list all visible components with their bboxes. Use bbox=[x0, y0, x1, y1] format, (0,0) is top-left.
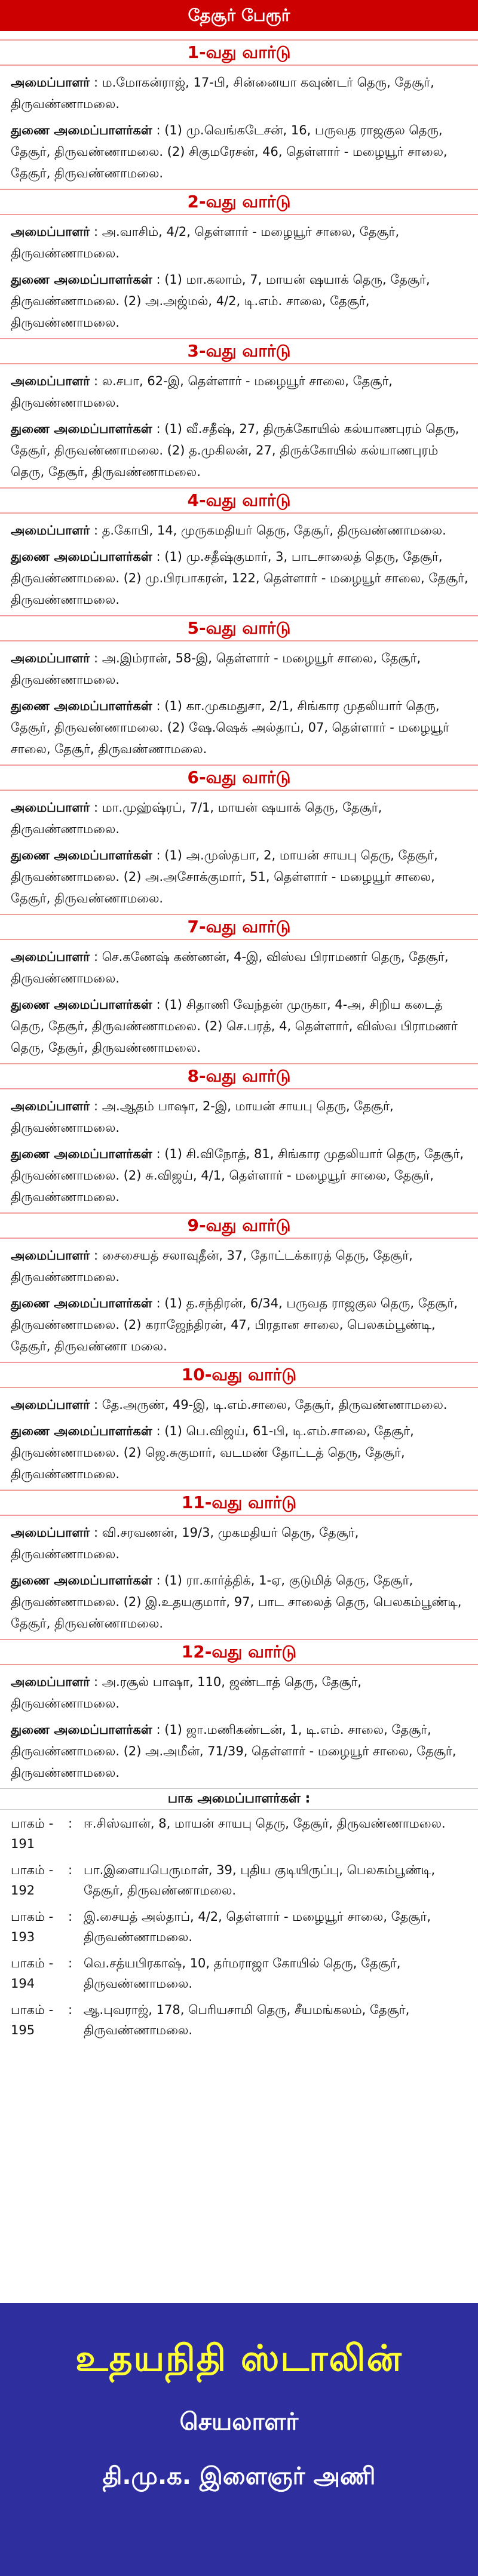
deputy-organizers-label: துணை அமைப்பாளர்கள் bbox=[11, 699, 152, 713]
organizer-entry bbox=[0, 1671, 478, 1714]
deputy-organizers-label: துணை அமைப்பாளர்கள் bbox=[11, 272, 152, 287]
deputy-organizers-details: : (1) பெ.விஜய், 61-பி, டி.எம்.சாலை, தேசூர், திருவண்ணாமலை. (2) ஜெ.சுகுமார், வடமண் தோட்டத் தெரு, தேசூர், திருவண்ணாமலை. bbox=[11, 1424, 414, 1481]
deputy-organizers-label: துணை அமைப்பாளர்கள் bbox=[11, 1296, 152, 1310]
deputy-organizers-details: : (1) த.சந்திரன், 6/34, பருவத ராஜகுல தெரு, தேசூர், திருவண்ணாமலை. (2) கராஜேந்திரன், 47, பிரதான சாலை, பெலகம்பூண்டி, தேசூர், திருவண்ணா மலை. bbox=[11, 1296, 458, 1353]
booth-organizer-details: வெ.சத்யபிரகாஷ், 10, தர்மராஜா கோயில் தெரு, தேசூர், திருவண்ணாமலை. bbox=[84, 1956, 401, 1991]
organizer-label: அமைப்பாளர் bbox=[11, 523, 90, 538]
organizer-label: அமைப்பாளர் bbox=[11, 950, 90, 964]
organizer-label: அமைப்பாளர் bbox=[11, 1675, 90, 1689]
page-title: தேசூர் பேரூர் bbox=[0, 0, 478, 31]
ward-title: 2-வது வார்டு bbox=[0, 189, 478, 215]
deputy-organizers-entry bbox=[0, 1143, 478, 1208]
booth-number: பாகம் - 191 bbox=[11, 1816, 54, 1851]
organizer-details: : அ.வாசிம், 4/2, தெள்ளார் - மழையூர் சாலை, தேசூர், திருவண்ணாமலை. bbox=[11, 225, 400, 260]
organizer-details: : அ.ஆதம் பாஷா, 2-இ, மாயன் சாயபு தெரு, தேசூர், திருவண்ணாமலை. bbox=[11, 1099, 394, 1135]
organizer-entry bbox=[0, 647, 478, 690]
ward-section bbox=[0, 1362, 478, 1485]
ward-title: 8-வது வார்டு bbox=[0, 1063, 478, 1089]
organizer-entry bbox=[0, 797, 478, 840]
organizer-entry bbox=[0, 370, 478, 413]
booth-separator: : bbox=[68, 1909, 73, 1924]
ward-list bbox=[0, 39, 478, 1783]
booth-organizer-details: பா.இளையபெருமாள், 39, புதிய குடியிருப்பு, பெலகம்பூண்டி, தேசூர், திருவண்ணாமலை. bbox=[84, 1863, 436, 1898]
organizer-entry bbox=[0, 1245, 478, 1288]
deputy-organizers-entry bbox=[0, 1292, 478, 1357]
ward-title: 1-வது வார்டு bbox=[0, 39, 478, 66]
organizer-label: அமைப்பாளர் bbox=[11, 1099, 90, 1113]
deputy-organizers-entry bbox=[0, 418, 478, 483]
deputy-organizers-details: : (1) ஜா.மணிகண்டன், 1, டி.எம். சாலை, தேசூர், திருவண்ணாமலை. (2) அ.அமீன், 71/39, தெள்ளார் - மழையூர் சாலை, தேசூர், திருவண்ணாமலை. bbox=[11, 1723, 456, 1780]
organizer-label: அமைப்பாளர் bbox=[11, 1525, 90, 1540]
ward-section bbox=[0, 1212, 478, 1357]
deputy-organizers-details: : (1) மா.கலாம், 7, மாயன் ஷயாக் தெரு, தேசூர், திருவண்ணாமலை. (2) அ.அஜ்மல், 4/2, டி.எம். சாலை, தேசூர், திருவண்ணாமலை. bbox=[11, 272, 430, 330]
booth-row bbox=[0, 1860, 478, 1900]
ward-title: 12-வது வார்டு bbox=[0, 1639, 478, 1665]
ward-section bbox=[0, 487, 478, 610]
signatory-role: செயலாளர் bbox=[179, 2408, 299, 2436]
booth-section-title: பாக அமைப்பாளர்கள் : bbox=[0, 1788, 478, 1810]
deputy-organizers-entry bbox=[0, 845, 478, 909]
booth-number: பாகம் - 192 bbox=[11, 1863, 54, 1898]
signature-footer bbox=[0, 2303, 478, 2576]
ward-section bbox=[0, 1490, 478, 1634]
deputy-organizers-entry bbox=[0, 1420, 478, 1485]
booth-row bbox=[0, 1813, 478, 1854]
signatory-name: உதயநிதி ஸ்டாலின் bbox=[75, 2338, 403, 2380]
organizer-entry bbox=[0, 1394, 478, 1416]
organizer-entry bbox=[0, 946, 478, 989]
deputy-organizers-details: : (1) சி.விநோத், 81, சிங்கார முதலியார் தெரு, தேசூர், திருவண்ணாமலை. (2) சு.விஜய், 4/1, தெள்ளார் - மழையூர் சாலை, தேசூர், திருவண்ணாமலை. bbox=[11, 1147, 464, 1204]
organizer-label: அமைப்பாளர் bbox=[11, 225, 90, 239]
ward-section bbox=[0, 914, 478, 1058]
ward-section bbox=[0, 1063, 478, 1208]
deputy-organizers-entry bbox=[0, 546, 478, 610]
ward-title: 4-வது வார்டு bbox=[0, 487, 478, 514]
deputy-organizers-label: துணை அமைப்பாளர்கள் bbox=[11, 848, 152, 862]
organizer-entry bbox=[0, 72, 478, 115]
booth-row bbox=[0, 1906, 478, 1947]
organizer-details: : தே.அருண், 49-இ, டி.எம்.சாலை, தேசூர், திருவண்ணாமலை. bbox=[90, 1398, 448, 1412]
organizer-label: அமைப்பாளர் bbox=[11, 374, 90, 388]
ward-section bbox=[0, 39, 478, 184]
organizer-label: அமைப்பாளர் bbox=[11, 75, 90, 90]
booth-organizer-details: ஆ.புவராஜ், 178, பெரியசாமி தெரு, சீயமங்கலம், தேசூர், திருவண்ணாமலை. bbox=[84, 2003, 410, 2037]
ward-section bbox=[0, 615, 478, 760]
organizer-details: : மா.முஹ்ஷ்ரப், 7/1, மாயன் ஷயாக் தெரு, தேசூர், திருவண்ணாமலை. bbox=[11, 800, 382, 836]
booth-organizer-details: ஈ.சிஸ்வான், 8, மாயன் சாயபு தெரு, தேசூர், திருவண்ணாமலை. bbox=[84, 1816, 446, 1831]
organizer-entry bbox=[0, 520, 478, 541]
organizer-label: அமைப்பாளர் bbox=[11, 651, 90, 665]
booth-row bbox=[0, 1953, 478, 1994]
organizer-details: : வி.சரவணன், 19/3, முகமதியர் தெரு, தேசூர், திருவண்ணாமலை. bbox=[11, 1525, 359, 1561]
deputy-organizers-label: துணை அமைப்பாளர்கள் bbox=[11, 997, 152, 1012]
deputy-organizers-details: : (1) வீ.சதீஷ், 27, திருக்கோயில் கல்யாணபுரம் தெரு, தேசூர், திருவண்ணாமலை. (2) த.முகிலன், 27, திருக்கோயில் கல்யாணபுரம் தெரு, தேசூர், திருவண்ணாமலை. bbox=[11, 422, 459, 479]
deputy-organizers-details: : (1) அ.முஸ்தபா, 2, மாயன் சாயபு தெரு, தேசூர், திருவண்ணாமலை. (2) அ.அசோக்குமார், 51, தெள்ளார் - மழையூர் சாலை, தேசூர், திருவண்ணாமலை. bbox=[11, 848, 438, 905]
deputy-organizers-label: துணை அமைப்பாளர்கள் bbox=[11, 549, 152, 564]
ward-section bbox=[0, 1639, 478, 1783]
booth-separator: : bbox=[68, 1956, 73, 1970]
organizer-entry bbox=[0, 1095, 478, 1138]
deputy-organizers-details: : (1) சிதாணி வேந்தன் முருகா, 4-அ, சிறிய கடைத் தெரு, தேசூர், திருவண்ணாமலை. (2) செ.பரத், 4, தெள்ளார், விஸ்வ பிராமணர் தெரு, தேசூர், திருவண்ணாமலை. bbox=[11, 997, 458, 1055]
organizer-details: : செ.கணேஷ் கண்ணன், 4-இ, விஸ்வ பிராமணர் தெரு, தேசூர், திருவண்ணாமலை. bbox=[11, 950, 449, 985]
booth-separator: : bbox=[68, 1816, 73, 1831]
deputy-organizers-label: துணை அமைப்பாளர்கள் bbox=[11, 1424, 152, 1438]
deputy-organizers-label: துணை அமைப்பாளர்கள் bbox=[11, 1573, 152, 1588]
organizer-entry bbox=[0, 221, 478, 264]
deputy-organizers-details: : (1) மு.சதீஷ்குமார், 3, பாடசாலைத் தெரு, தேசூர், திருவண்ணாமலை. (2) மு.பிரபாகரன், 122, தெள்ளார் - மழையூர் சாலை, தேசூர், திருவண்ணாமலை. bbox=[11, 549, 468, 607]
deputy-organizers-entry bbox=[0, 695, 478, 760]
deputy-organizers-label: துணை அமைப்பாளர்கள் bbox=[11, 1723, 152, 1737]
ward-title: 3-வது வார்டு bbox=[0, 338, 478, 364]
booth-separator: : bbox=[68, 2003, 73, 2017]
ward-title: 9-வது வார்டு bbox=[0, 1212, 478, 1239]
deputy-organizers-entry bbox=[0, 119, 478, 184]
deputy-organizers-label: துணை அமைப்பாளர்கள் bbox=[11, 422, 152, 436]
deputy-organizers-details: : (1) கா.முகமதுசா, 2/1, சிங்கார முதலியார் தெரு, தேசூர், திருவண்ணாமலை. (2) ஷே.ஷெக் அல்தாப், 07, தெள்ளார் - மழையூர் சாலை, தேசூர், திருவண்ணாமலை. bbox=[11, 699, 449, 756]
organizer-entry bbox=[0, 1522, 478, 1565]
ward-section bbox=[0, 338, 478, 483]
booth-number: பாகம் - 193 bbox=[11, 1909, 54, 1944]
booth-number: பாகம் - 195 bbox=[11, 2003, 54, 2037]
deputy-organizers-details: : (1) மு.வெங்கடேசன், 16, பருவத ராஜகுல தெரு, தேசூர், திருவண்ணாமலை. (2) சிகுமரேசன், 46, தெள்ளார் - மழையூர் சாலை, தேசூர், திருவண்ணாமலை. bbox=[11, 123, 448, 180]
deputy-organizers-label: துணை அமைப்பாளர்கள் bbox=[11, 1147, 152, 1161]
organizer-details: : அ.ரசூல் பாஷா, 110, ஜண்டாத் தெரு, தேசூர், திருவண்ணாமலை. bbox=[11, 1675, 362, 1711]
deputy-organizers-label: துணை அமைப்பாளர்கள் bbox=[11, 123, 152, 137]
deputy-organizers-entry bbox=[0, 1570, 478, 1634]
ward-title: 6-வது வார்டு bbox=[0, 764, 478, 791]
ward-section bbox=[0, 189, 478, 333]
booth-list bbox=[0, 1813, 478, 2040]
organizer-details: : ல.சபா, 62-இ, தெள்ளார் - மழையூர் சாலை, தேசூர், திருவண்ணாமலை. bbox=[11, 374, 393, 410]
deputy-organizers-entry bbox=[0, 269, 478, 333]
deputy-organizers-entry bbox=[0, 1719, 478, 1783]
booth-organizer-details: இ.சையத் அல்தாப், 4/2, தெள்ளார் - மழையூர் சாலை, தேசூர், திருவண்ணாமலை. bbox=[84, 1909, 431, 1944]
ward-title: 7-வது வார்டு bbox=[0, 914, 478, 940]
deputy-organizers-entry bbox=[0, 994, 478, 1058]
organization-name: தி.மு.க. இளைஞர் அணி bbox=[102, 2463, 376, 2490]
organizer-label: அமைப்பாளர் bbox=[11, 1248, 90, 1263]
organizer-label: அமைப்பாளர் bbox=[11, 800, 90, 815]
organizer-details: : அ.இம்ரான், 58-இ, தெள்ளார் - மழையூர் சாலை, தேசூர், திருவண்ணாமலை. bbox=[11, 651, 421, 687]
ward-title: 10-வது வார்டு bbox=[0, 1362, 478, 1388]
organizer-details: : த.கோபி, 14, முருகமதியர் தெரு, தேசூர், திருவண்ணாமலை. bbox=[90, 523, 446, 538]
booth-number: பாகம் - 194 bbox=[11, 1956, 54, 1991]
ward-title: 11-வது வார்டு bbox=[0, 1490, 478, 1516]
booth-separator: : bbox=[68, 1863, 73, 1877]
ward-section bbox=[0, 764, 478, 909]
organizer-details: : ம.மோகன்ராஜ், 17-பி, சின்னையா கவுண்டர் தெரு, தேசூர், திருவண்ணாமலை. bbox=[11, 75, 434, 111]
deputy-organizers-details: : (1) ரா.கார்த்திக், 1-ஏ, குடுமித் தெரு, தேசூர், திருவண்ணாமலை. (2) இ.உதயகுமார், 97, பாட சாலைத் தெரு, பெலகம்பூண்டி, தேசூர், திருவண்ணாமலை. bbox=[11, 1573, 462, 1631]
ward-title: 5-வது வார்டு bbox=[0, 615, 478, 641]
organizer-details: : சைசையத் சலாவுதீன், 37, தோட்டக்காரத் தெரு, தேசூர், திருவண்ணாமலை. bbox=[11, 1248, 413, 1284]
organizer-label: அமைப்பாளர் bbox=[11, 1398, 90, 1412]
booth-row bbox=[0, 2000, 478, 2040]
